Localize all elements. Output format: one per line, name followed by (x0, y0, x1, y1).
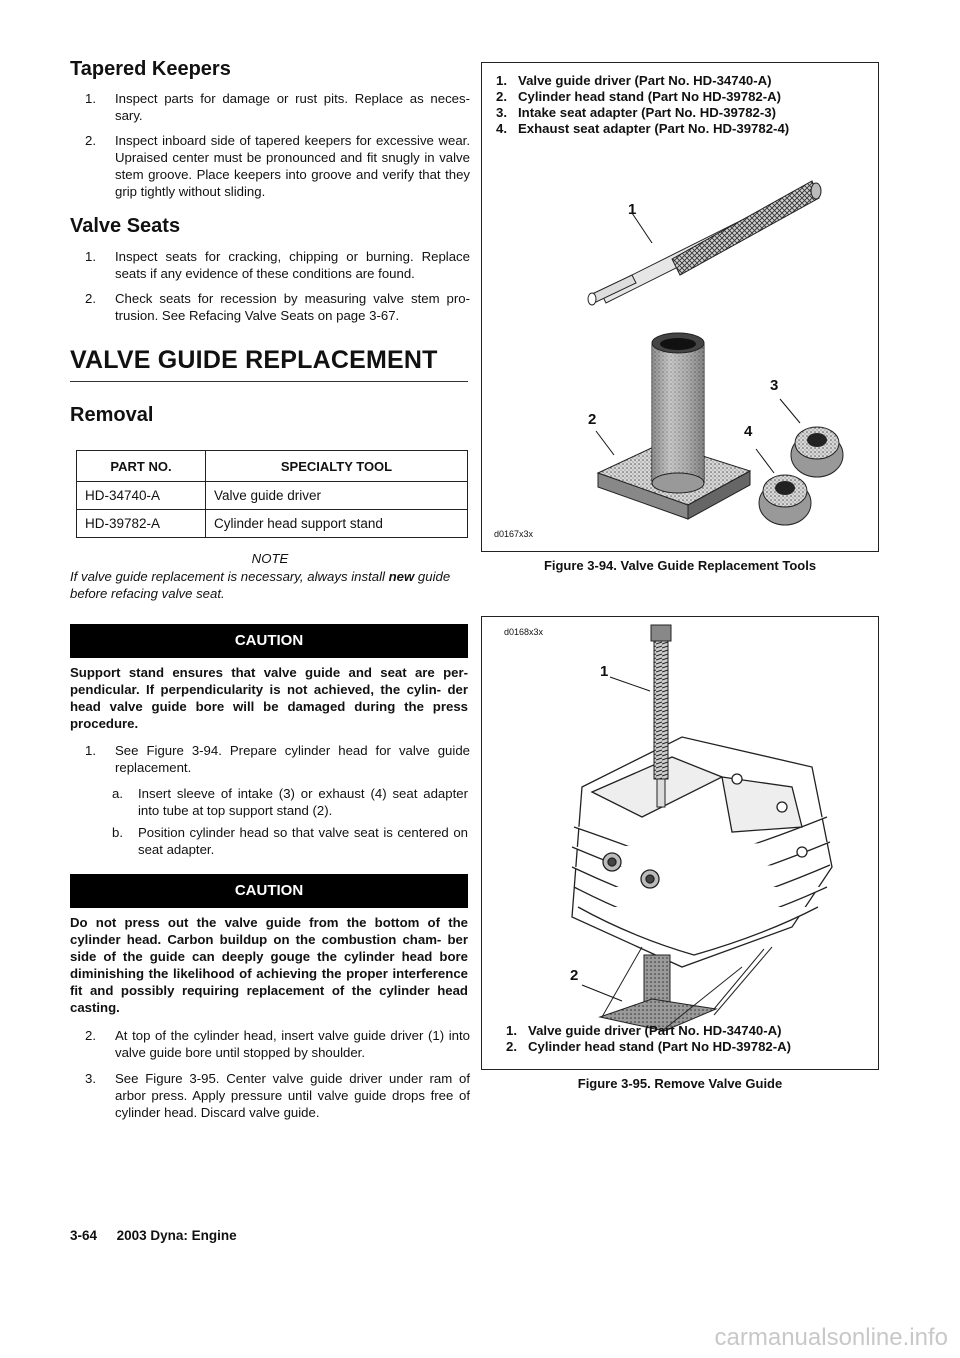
heading-valve-seats: Valve Seats (70, 215, 181, 237)
item-number: 2. (85, 133, 96, 148)
callout-2: 2 (570, 967, 579, 984)
figure-caption: Figure 3-95. Remove Valve Guide (577, 1076, 783, 1091)
callout-3: 3 (770, 377, 779, 394)
item-number: 2. (85, 291, 96, 306)
footer-title: 2003 Dyna: Engine (116, 1228, 237, 1243)
figure-code: d0168x3x (504, 627, 544, 637)
caution-text: Do not press out the valve guide from the bottom of the cylinder head. Carbon buildup on the combustion cham- ber side of the guide can deeply gouge the cylinder head bore diminishing the likelihood of achieving the proper interference fit and possibly requiring replacement of the cylinder head casting. (70, 915, 468, 1015)
callout-leader (780, 399, 800, 423)
callout-leader (610, 677, 650, 691)
caution-banner: CAUTION (70, 624, 468, 658)
legend-number: 2. (506, 1039, 517, 1054)
callout-2: 2 (588, 411, 597, 428)
list-item (112, 785, 468, 819)
item-text: Inspect parts for damage or rust pits. Replace as neces- sary. (115, 91, 470, 123)
legend-number: 4. (496, 121, 507, 136)
list-item (85, 290, 470, 324)
item-text: Inspect seats for cracking, chipping or burning. Replace seats if any evidence of these conditions are found. (115, 249, 470, 281)
seat-adapter-3-drawing (791, 427, 843, 477)
table-cell: Valve guide driver (206, 482, 468, 510)
step-text: See Figure 3-94. Prepare cylinder head for valve guide replacement. (115, 743, 470, 775)
legend-item (506, 1023, 876, 1039)
legend-text: Intake seat adapter (Part No. HD-39782-3) (518, 105, 776, 120)
list-item (85, 742, 470, 776)
substep-text: Position cylinder head so that valve seat is centered on seat adapter. (138, 825, 468, 857)
heading-removal: Removal (70, 404, 154, 426)
list-item (85, 132, 470, 202)
section-divider (70, 381, 468, 382)
tools-illustration (482, 63, 878, 551)
legend-text: Valve guide driver (Part No. HD-34740-A) (528, 1023, 782, 1038)
legend-number: 3. (496, 105, 507, 120)
item-text: Inspect inboard side of tapered keepers for excessive wear. Upraised center must be pronounced and fit snugly in valve stem groove. Place keepers into groove and verify that they grip tightly without sliding. (115, 133, 470, 199)
caution-banner: CAUTION (70, 874, 468, 908)
legend-text: Cylinder head stand (Part No HD-39782-A) (518, 89, 782, 104)
figure-legend (506, 1023, 876, 1055)
page-footer (70, 1228, 237, 1243)
seat-adapter-4-drawing (759, 475, 811, 525)
list-item (85, 248, 470, 282)
section-title: VALVE GUIDE REPLACEMENT (70, 346, 438, 374)
figure-3-95 (481, 616, 879, 1070)
specialty-tool-table (76, 450, 468, 538)
legend-number: 2. (496, 89, 507, 104)
bottom-watermark: carmanualsonline.info (714, 1324, 948, 1351)
table-cell: HD-39782-A (77, 510, 206, 538)
table-row (77, 482, 468, 510)
legend-item (506, 1039, 876, 1055)
table-cell: HD-34740-A (77, 482, 206, 510)
step-number: 3. (85, 1071, 96, 1086)
step-text: At top of the cylinder head, insert valve guide driver (1) into valve guide bore until stopped by shoulder. (115, 1028, 470, 1060)
legend-number: 1. (496, 73, 507, 88)
item-number: 1. (85, 249, 96, 264)
callout-leader (596, 431, 614, 455)
page-number: 3-64 (70, 1228, 98, 1243)
figure-code: d0167x3x (494, 529, 534, 539)
cylinder-head-stand-drawing (598, 333, 753, 519)
valve-guide-driver-drawing (588, 181, 821, 305)
callout-1: 1 (628, 201, 637, 218)
callout-1: 1 (600, 663, 609, 680)
list-item (112, 824, 468, 858)
callout-leader (756, 449, 774, 473)
legend-number: 1. (506, 1023, 517, 1038)
list-item (85, 1070, 470, 1122)
table-cell: Cylinder head support stand (206, 510, 468, 538)
substep-letter: b. (112, 825, 123, 840)
table-header: PART NO. (77, 451, 206, 482)
caution-text: Support stand ensures that valve guide and seat are per- pendicular. If perpendicularity is not achieved, the cylin- der head valve guide bore will be damaged during the press procedure. (70, 665, 468, 731)
cylinder-head-drawing (572, 737, 832, 967)
callout-4: 4 (744, 423, 753, 440)
remove-valve-guide-illustration (482, 617, 878, 1069)
note-text-part: guide before refacing valve seat. (70, 569, 451, 601)
step-number: 2. (85, 1028, 96, 1043)
legend-text: Valve guide driver (Part No. HD-34740-A) (518, 73, 772, 88)
table-header-row (77, 451, 468, 482)
note-emphasis: new (388, 569, 415, 584)
item-number: 1. (85, 91, 96, 106)
note-label: NOTE (251, 551, 289, 566)
figure-caption: Figure 3-94. Valve Guide Replacement Tools (543, 558, 817, 573)
table-header: SPECIALTY TOOL (206, 451, 468, 482)
substep-letter: a. (112, 786, 123, 801)
note-text (70, 568, 470, 602)
note-text-part: If valve guide replacement is necessary, always install (70, 569, 389, 584)
list-item (85, 1027, 470, 1061)
list-item (85, 90, 470, 124)
figure-3-94 (481, 62, 879, 552)
legend-text: Exhaust seat adapter (Part No. HD-39782-4) (518, 121, 790, 136)
heading-tapered-keepers: Tapered Keepers (70, 58, 231, 80)
step-text: See Figure 3-95. Center valve guide driver under ram of arbor press. Apply pressure until valve guide drops free of cylinder head. Discard valve guide. (115, 1071, 470, 1120)
step-number: 1. (85, 743, 96, 758)
legend-text: Cylinder head stand (Part No HD-39782-A) (528, 1039, 792, 1054)
substep-text: Insert sleeve of intake (3) or exhaust (4) seat adapter into tube at top support stand (2). (138, 786, 468, 818)
item-text: Check seats for recession by measuring valve stem pro- trusion. See Refacing Valve Seats on page 3-67. (115, 291, 470, 323)
table-row (77, 510, 468, 538)
